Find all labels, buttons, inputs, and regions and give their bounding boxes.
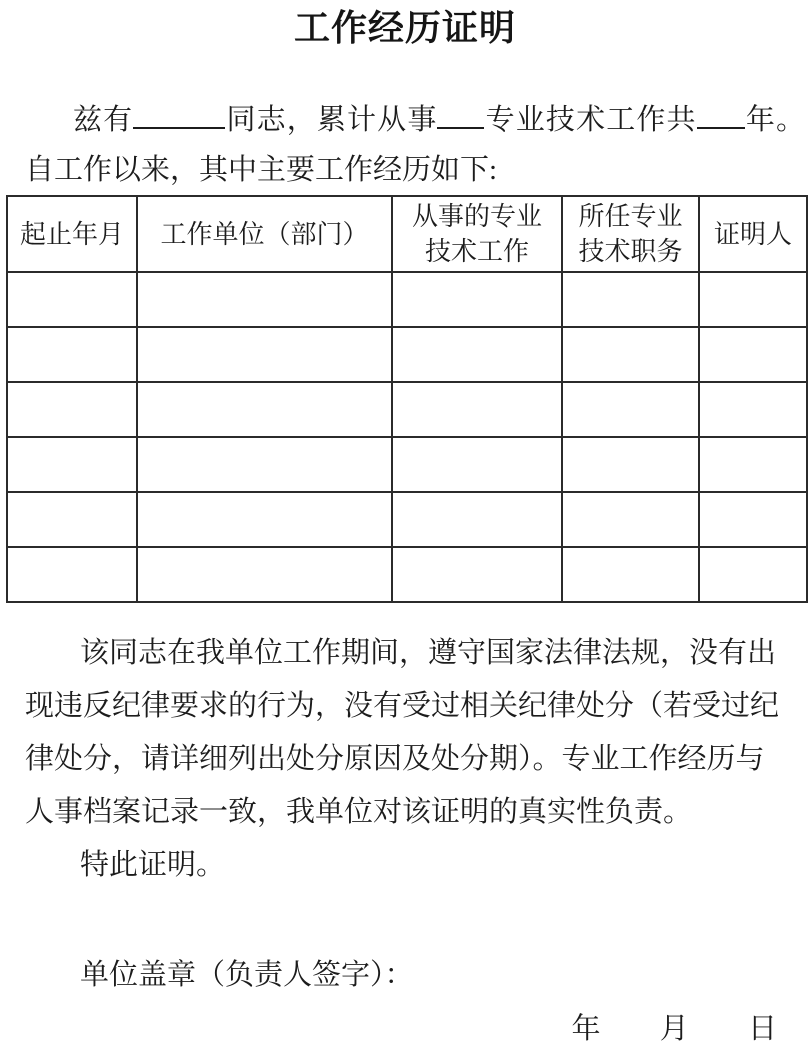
table-cell-empty	[7, 437, 137, 492]
table-cell-empty	[137, 272, 392, 327]
table-cell-empty	[699, 327, 807, 382]
table-row	[7, 437, 807, 492]
table-cell-empty	[699, 547, 807, 602]
table-header-row	[7, 196, 807, 272]
intro-paragraph	[25, 95, 805, 195]
table-cell-empty	[562, 437, 699, 492]
header-label: 起止年月	[19, 219, 124, 249]
blank-profession-field	[437, 100, 484, 129]
table-cell-empty	[7, 382, 137, 437]
table-cell-empty	[137, 492, 392, 547]
table-row	[7, 327, 807, 382]
header-label-line1: 从事的专业	[411, 202, 542, 231]
table-cell-empty	[392, 547, 562, 602]
table-cell-empty	[699, 437, 807, 492]
table-cell-empty	[392, 327, 562, 382]
table-cell-empty	[699, 492, 807, 547]
intro-line-2: 自工作以来，其中主要工作经历如下:	[25, 154, 498, 186]
table-cell-empty	[392, 437, 562, 492]
table-cell-empty	[137, 437, 392, 492]
blank-years-field	[697, 100, 745, 129]
header-col-technical-work	[392, 196, 562, 272]
table-row	[7, 547, 807, 602]
table-cell-empty	[392, 492, 562, 547]
intro-text-4: 年。	[744, 104, 805, 136]
intro-line-1	[25, 95, 805, 145]
header-label: 工作单位（部门）	[160, 219, 369, 249]
header-label-line1: 所任专业	[578, 202, 683, 231]
body-line: 现违反纪律要求的行为，没有受过相关纪律处分（若受过纪	[25, 690, 780, 722]
body-line: 该同志在我单位工作期间，遵守国家法律法规，没有出	[80, 637, 777, 669]
date-line	[0, 1012, 810, 1046]
body-paragraph	[25, 627, 807, 839]
table-cell-empty	[562, 382, 699, 437]
table-cell-empty	[699, 272, 807, 327]
table-cell-empty	[137, 327, 392, 382]
header-label-line2: 技术职务	[578, 237, 683, 266]
header-label: 证明人	[713, 219, 792, 249]
table-cell-empty	[562, 492, 699, 547]
table-cell-empty	[7, 547, 137, 602]
table-cell-empty	[7, 492, 137, 547]
table-cell-empty	[562, 547, 699, 602]
intro-text-2: 同志，累计从事	[225, 104, 438, 136]
work-history-table	[6, 195, 808, 603]
table-cell-empty	[699, 382, 807, 437]
header-col-certifier	[699, 196, 807, 272]
table-cell-empty	[562, 327, 699, 382]
date-day-label: 日	[747, 1013, 777, 1045]
date-month-label: 月	[659, 1013, 689, 1045]
table-cell-empty	[137, 547, 392, 602]
table-cell-empty	[392, 382, 562, 437]
document-title: 工作经历证明	[293, 8, 516, 48]
date-year-label: 年	[571, 1013, 601, 1045]
table-cell-empty	[7, 272, 137, 327]
header-label-line2: 技术工作	[424, 237, 529, 266]
seal-signature-line: 单位盖章（负责人签字）：	[80, 959, 414, 991]
table-row	[7, 492, 807, 547]
body-line: 律处分，请详细列出处分原因及处分期）。专业工作经历与	[25, 743, 765, 775]
table-row	[7, 382, 807, 437]
blank-name-field	[133, 100, 225, 129]
table-cell-empty	[137, 382, 392, 437]
body-line: 人事档案记录一致，我单位对该证明的真实性负责。	[25, 796, 693, 828]
header-col-date-range	[7, 196, 137, 272]
table-cell-empty	[392, 272, 562, 327]
table-cell-empty	[7, 327, 137, 382]
table-cell-empty	[562, 272, 699, 327]
intro-text-1: 兹有	[73, 104, 134, 136]
closing-line: 特此证明。	[80, 849, 226, 881]
intro-text-3: 专业技术工作共	[484, 104, 697, 136]
header-col-technical-position	[562, 196, 699, 272]
header-col-work-unit	[137, 196, 392, 272]
table-row	[7, 272, 807, 327]
